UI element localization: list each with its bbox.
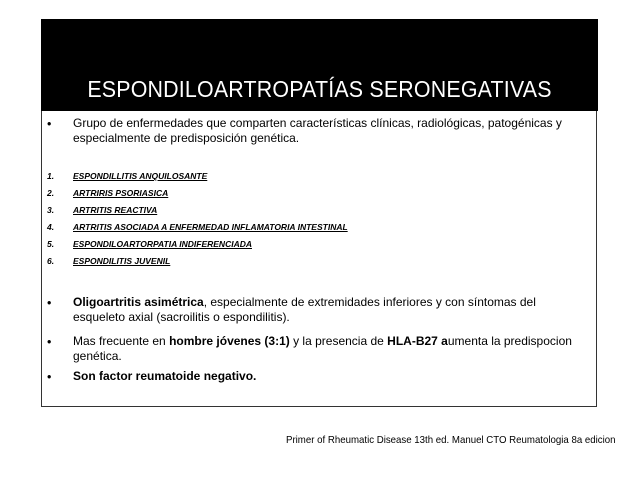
list-number: 6. bbox=[47, 256, 55, 266]
list-number: 5. bbox=[47, 239, 55, 249]
list-item: ESPONDILLITIS ANQUILOSANTE bbox=[73, 171, 208, 181]
bold-phrase: HLA-B27 a bbox=[387, 334, 448, 348]
list-item: ARTRITIS REACTIVA bbox=[73, 205, 158, 215]
bold-lead: Oligoartritis asimétrica bbox=[73, 295, 204, 309]
list-number: 1. bbox=[47, 171, 55, 181]
bold-phrase: hombre jóvenes (3:1) bbox=[169, 334, 290, 348]
list-item: ESPONDILITIS JUVENIL bbox=[73, 256, 171, 266]
bullet-marker: • bbox=[47, 370, 52, 384]
bullet-marker: • bbox=[47, 117, 52, 131]
content-box bbox=[41, 111, 597, 407]
list-item: ESPONDILOARTORPATIA INDIFERENCIADA bbox=[73, 239, 252, 249]
bullet-part: y la presencia de bbox=[289, 334, 388, 348]
title-band bbox=[41, 19, 598, 111]
footer-citation: Primer of Rheumatic Disease 13th ed. Manuel CTO Reumatologia 8a edicion bbox=[286, 434, 616, 446]
list-number: 2. bbox=[47, 188, 55, 198]
list-item: ARTRIRIS PSORIASICA bbox=[73, 188, 169, 198]
bullet-text bbox=[73, 295, 583, 325]
intro-text: Grupo de enfermedades que comparten características clínicas, radiológicas, patogénicas y especialmente de predisposición genética. bbox=[73, 116, 562, 145]
bullet-rest: , especialmente de extremidades inferiores y con síntomas del esqueleto axial (sacroilitis o espondilitis). bbox=[73, 295, 536, 324]
bullet-marker: • bbox=[47, 296, 52, 310]
bullet-text bbox=[73, 369, 583, 384]
bullet-part: Mas frecuente en bbox=[73, 334, 170, 348]
list-number: 4. bbox=[47, 222, 55, 232]
bullet-marker: • bbox=[47, 335, 52, 349]
slide-title: ESPONDILOARTROPATÍAS SERONEGATIVAS bbox=[87, 76, 552, 102]
bold-text: Son factor reumatoide negativo. bbox=[73, 369, 257, 383]
list-item: ARTRITIS ASOCIADA A ENFERMEDAD INFLAMATORIA INTESTINAL bbox=[73, 222, 348, 232]
list-number: 3. bbox=[47, 205, 55, 215]
bullet-text bbox=[73, 334, 583, 364]
bullet-part: umenta la predispocion genética. bbox=[73, 334, 572, 363]
